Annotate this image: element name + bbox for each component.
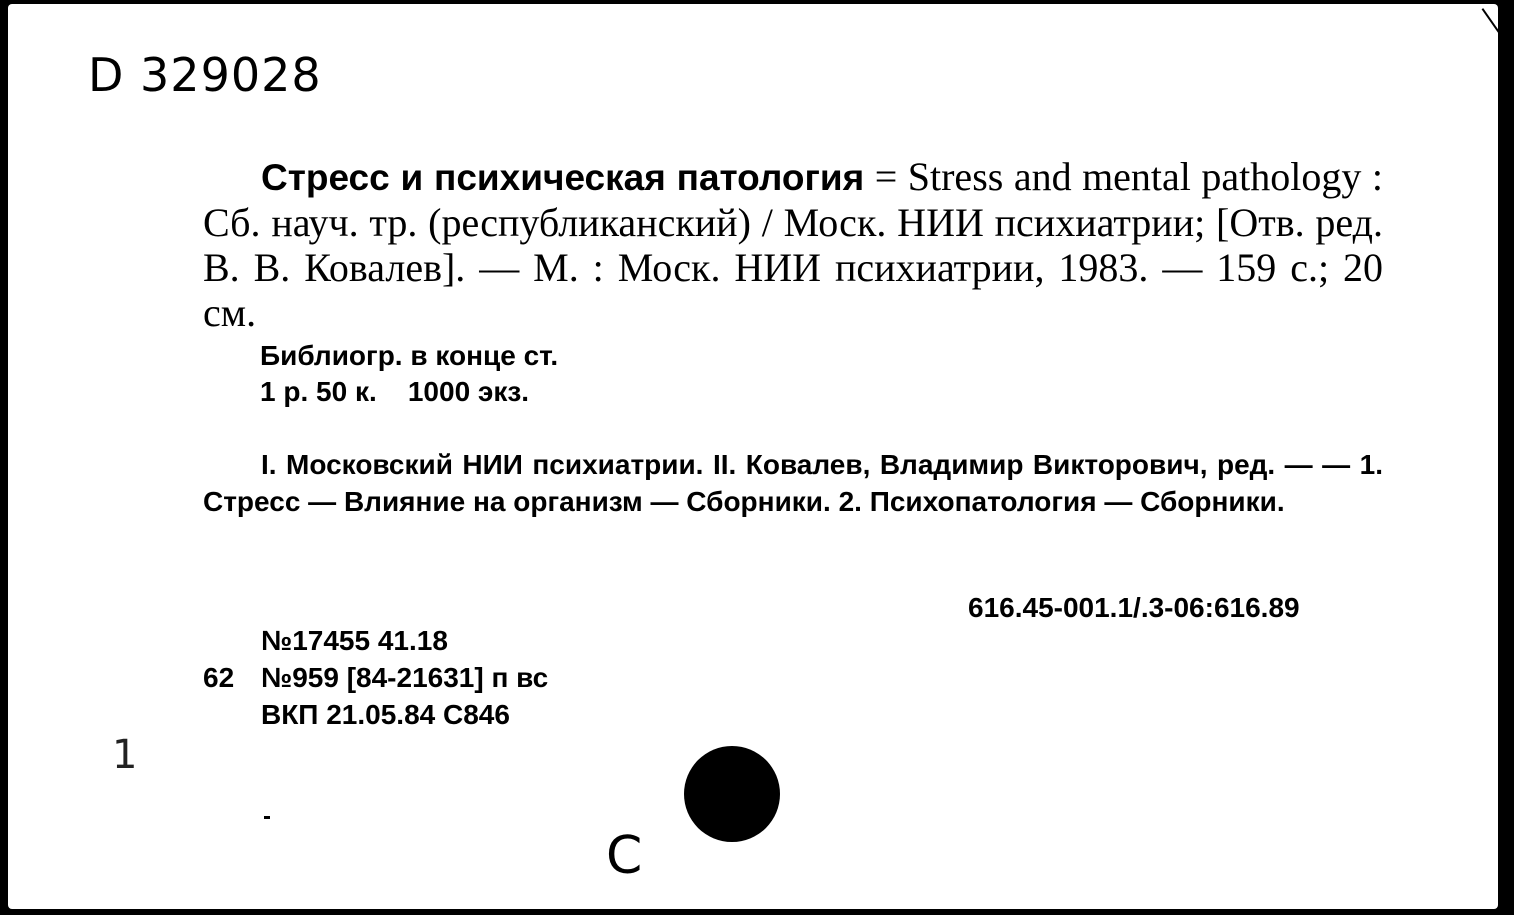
notes-block bbox=[260, 338, 558, 410]
catalog-card bbox=[8, 4, 1498, 909]
record-line-2: №959 [84-21631] п вс bbox=[261, 662, 549, 693]
udc-code: 616.45-001.1/.3-06:616.89 bbox=[968, 592, 1300, 623]
letter-mark: С bbox=[606, 826, 643, 886]
ink-dot bbox=[264, 816, 270, 819]
record-prefix: 62 bbox=[203, 662, 235, 693]
handwritten-mark: 1 bbox=[112, 732, 138, 778]
price-print-run: 1 р. 50 к. 1000 экз. bbox=[260, 376, 530, 407]
bibliography-note: Библиогр. в конце ст. bbox=[260, 340, 559, 371]
card-code: D 329028 bbox=[88, 48, 322, 102]
entry-body: = Stress and mental pathology : Сб. науч. тр. (республиканский) / Моск. НИИ психиатрии; [Отв. ред. В. В. Ковалев]. — М. : Моск. НИИ психиатрии, 1983. — 159 с.; 20 см. bbox=[203, 154, 1384, 335]
bibliographic-entry bbox=[203, 154, 1383, 335]
entry-title: Стресс и психическая патология bbox=[261, 157, 865, 198]
subject-text: I. Московский НИИ психиатрии. II. Ковалев, Владимир Викторович, ред. — — 1. Стресс — Влияние на организм — Сборники. 2. Психопатология — Сборники. bbox=[203, 449, 1383, 517]
record-line-1: №17455 41.18 bbox=[261, 625, 448, 656]
subject-headings bbox=[203, 446, 1383, 520]
record-line-3: ВКП 21.05.84 С846 bbox=[261, 699, 510, 730]
punch-hole bbox=[684, 746, 780, 842]
record-info bbox=[203, 622, 548, 733]
